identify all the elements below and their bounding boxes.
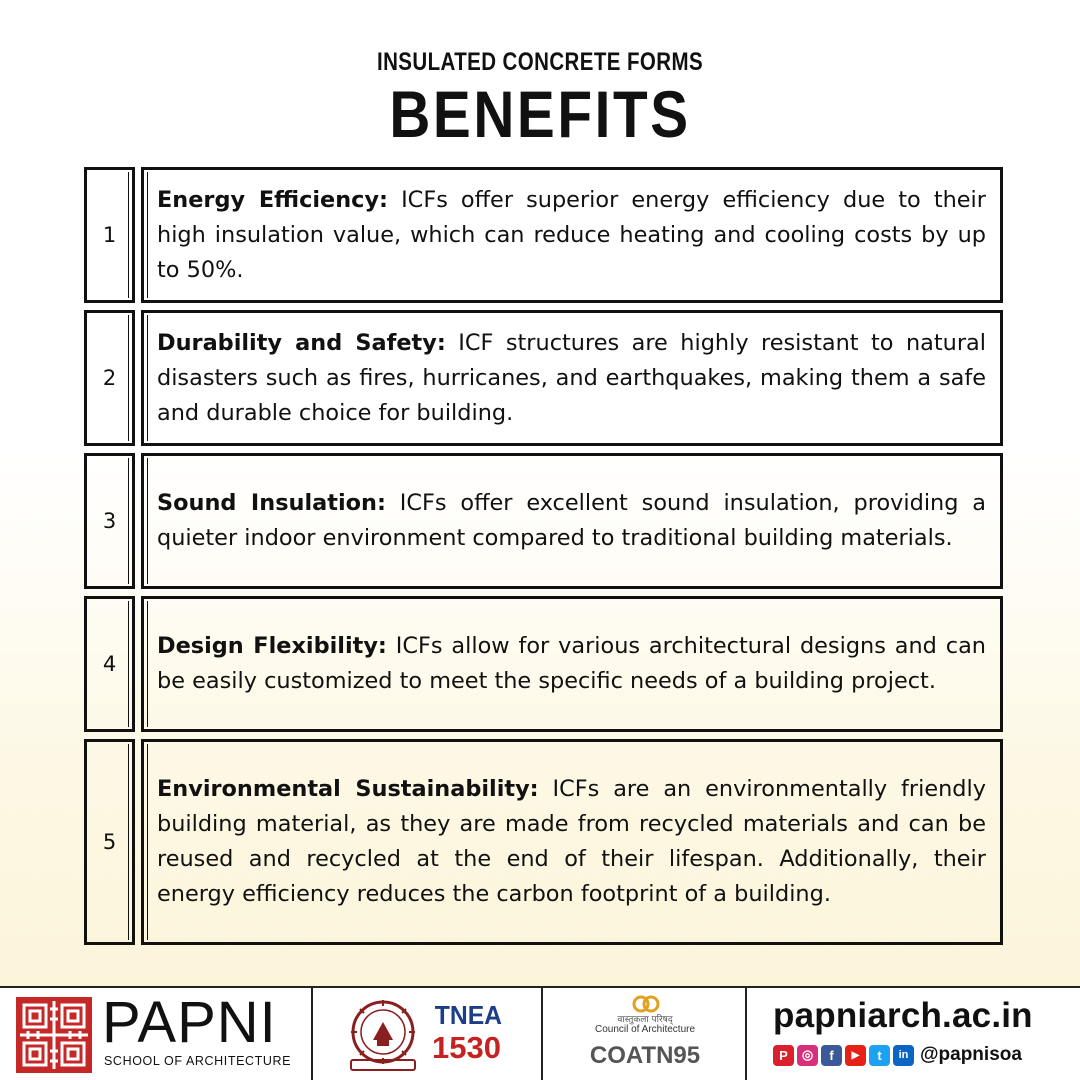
social-links xyxy=(773,1044,1022,1066)
youtube-icon[interactable]: ▶ xyxy=(845,1045,866,1066)
papni-logo-icon xyxy=(16,997,92,1073)
benefit-heading: Durability and Safety: xyxy=(157,329,446,356)
coa-hindi-name: वास्तुकला परिषद् xyxy=(617,1015,673,1025)
benefit-number: 4 xyxy=(84,596,135,732)
benefit-description xyxy=(157,326,986,431)
benefit-row-2 xyxy=(84,310,1003,446)
website-link[interactable]: papniarch.ac.in xyxy=(773,996,1033,1035)
benefit-row-5 xyxy=(84,739,1003,945)
benefit-text-box xyxy=(141,596,1003,732)
benefit-heading: Sound Insulation: xyxy=(157,490,386,516)
tnea-label: TNEA xyxy=(434,1000,503,1030)
coa-branding[interactable] xyxy=(543,988,747,1080)
twitter-icon[interactable]: t xyxy=(869,1045,890,1066)
benefit-row-4 xyxy=(84,596,1003,732)
page-subtitle: INSULATED CONCRETE FORMS xyxy=(376,48,704,76)
social-handle[interactable]: @papnisoa xyxy=(920,1044,1022,1065)
benefit-text-box xyxy=(141,310,1003,446)
benefit-heading: Design Flexibility: xyxy=(157,633,387,659)
benefit-text-box xyxy=(141,167,1003,303)
linkedin-icon[interactable]: in xyxy=(893,1045,914,1066)
benefit-body: ICFs allow for various architectural designs and can be easily customized to meet the specific needs of a building project. xyxy=(157,633,986,694)
benefit-number: 5 xyxy=(84,739,135,945)
tnea-code: 1530 xyxy=(432,1030,501,1065)
papni-branding[interactable] xyxy=(0,988,313,1080)
benefit-number: 3 xyxy=(84,453,135,589)
benefit-description xyxy=(157,772,986,912)
benefit-description xyxy=(157,486,986,556)
coa-english-name: Council of Architecture xyxy=(594,1024,696,1035)
benefit-body: ICFs offer excellent sound insulation, providing a quieter indoor environment compared to traditional building materials. xyxy=(157,490,987,551)
benefit-body: ICFs are an environmentally friendly building material, as they are made from recycled materials and can be reused and recycled at the end of their lifespan. Additionally, their energy efficiency reduces the carbon footprint of a building. xyxy=(157,776,986,907)
benefit-row-3 xyxy=(84,453,1003,589)
pinterest-icon[interactable]: P xyxy=(773,1045,794,1066)
papni-subtitle: SCHOOL OF ARCHITECTURE xyxy=(104,1054,292,1068)
coa-logo-icon xyxy=(631,994,661,1014)
page-header xyxy=(0,48,1080,151)
footer-bar xyxy=(0,986,1080,1080)
benefit-heading: Energy Efficiency: xyxy=(157,186,388,213)
web-contact xyxy=(747,988,1080,1080)
benefit-description xyxy=(157,183,986,288)
benefit-number: 2 xyxy=(84,310,135,446)
benefit-text-box xyxy=(141,453,1003,589)
instagram-icon[interactable]: ◎ xyxy=(797,1045,818,1066)
benefit-body: ICFs offer superior energy efficiency due to their high insulation value, which can reduce heating and cooling costs by up to 50%. xyxy=(157,186,986,283)
facebook-icon[interactable]: f xyxy=(821,1045,842,1066)
benefit-text-box xyxy=(141,739,1003,945)
benefit-body: ICF structures are highly resistant to natural disasters such as fires, hurricanes, and earthquakes, making them a safe and durable choice for building. xyxy=(157,329,986,426)
page-title: BENEFITS xyxy=(389,77,691,151)
benefit-row-1 xyxy=(84,167,1003,303)
papni-name: PAPNI xyxy=(102,990,277,1055)
coa-code: COATN95 xyxy=(589,1042,701,1069)
anna-university-seal-icon xyxy=(343,996,423,1074)
benefit-description xyxy=(157,629,986,699)
benefit-heading: Environmental Sustainability: xyxy=(157,776,539,802)
benefit-number: 1 xyxy=(84,167,135,303)
tnea-branding[interactable] xyxy=(313,988,543,1080)
